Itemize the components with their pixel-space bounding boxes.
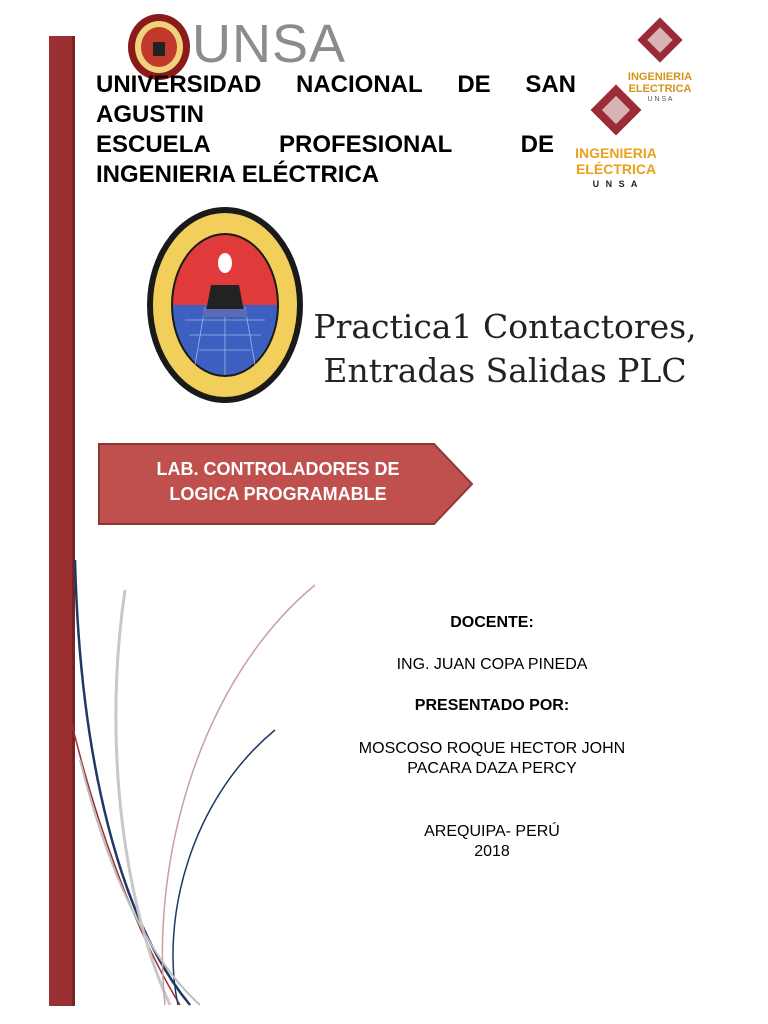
banner-line: LOGICA PROGRAMABLE bbox=[169, 484, 387, 504]
header-word: DE bbox=[457, 71, 491, 98]
ingenieria-badge-bottom bbox=[566, 80, 666, 198]
year: 2018 bbox=[474, 843, 510, 860]
badge-top-line1: INGENIERIA bbox=[627, 71, 693, 83]
badge-bottom-line1: INGENIERIA bbox=[575, 145, 657, 161]
course-banner-text bbox=[118, 457, 438, 507]
university-seal-icon bbox=[145, 205, 305, 405]
diamond-emblem-icon bbox=[585, 80, 647, 140]
badge-bottom-line3: U N S A bbox=[592, 179, 640, 189]
badge-top-line2: ELECTRICA bbox=[628, 83, 692, 95]
presented-by-label: PRESENTADO POR: bbox=[414, 697, 570, 714]
diamond-emblem-icon bbox=[634, 14, 686, 66]
header-word: NACIONAL bbox=[296, 71, 423, 98]
banner-line: LAB. CONTROLADORES DE bbox=[156, 459, 400, 479]
author-name: MOSCOSO ROQUE HECTOR JOHN bbox=[358, 740, 626, 757]
badge-bottom-line2: ELÉCTRICA bbox=[575, 161, 657, 177]
university-name-line1 bbox=[96, 70, 576, 100]
header-word: ESCUELA bbox=[96, 131, 211, 158]
header-word: PROFESIONAL bbox=[279, 131, 453, 158]
badge-top-line3: U N S A bbox=[647, 96, 673, 103]
school-name-line2: INGENIERIA ELÉCTRICA bbox=[96, 161, 380, 188]
unsa-logo-text: UNSA bbox=[192, 14, 347, 74]
author-name: PACARA DAZA PERCY bbox=[407, 760, 577, 777]
university-name-line2: AGUSTIN bbox=[96, 101, 204, 128]
school-name-line1 bbox=[96, 130, 554, 160]
header-word: DE bbox=[520, 131, 554, 158]
title-line: Practica1 Contactores, bbox=[313, 307, 697, 346]
header-word: UNIVERSIDAD bbox=[96, 71, 262, 98]
docente-label: DOCENTE: bbox=[450, 614, 534, 631]
docente-name: ING. JUAN COPA PINEDA bbox=[396, 656, 588, 673]
document-title bbox=[300, 305, 710, 393]
header-word: SAN bbox=[525, 71, 576, 98]
title-line: Entradas Salidas PLC bbox=[323, 351, 687, 390]
location: AREQUIPA- PERÚ bbox=[424, 823, 560, 840]
